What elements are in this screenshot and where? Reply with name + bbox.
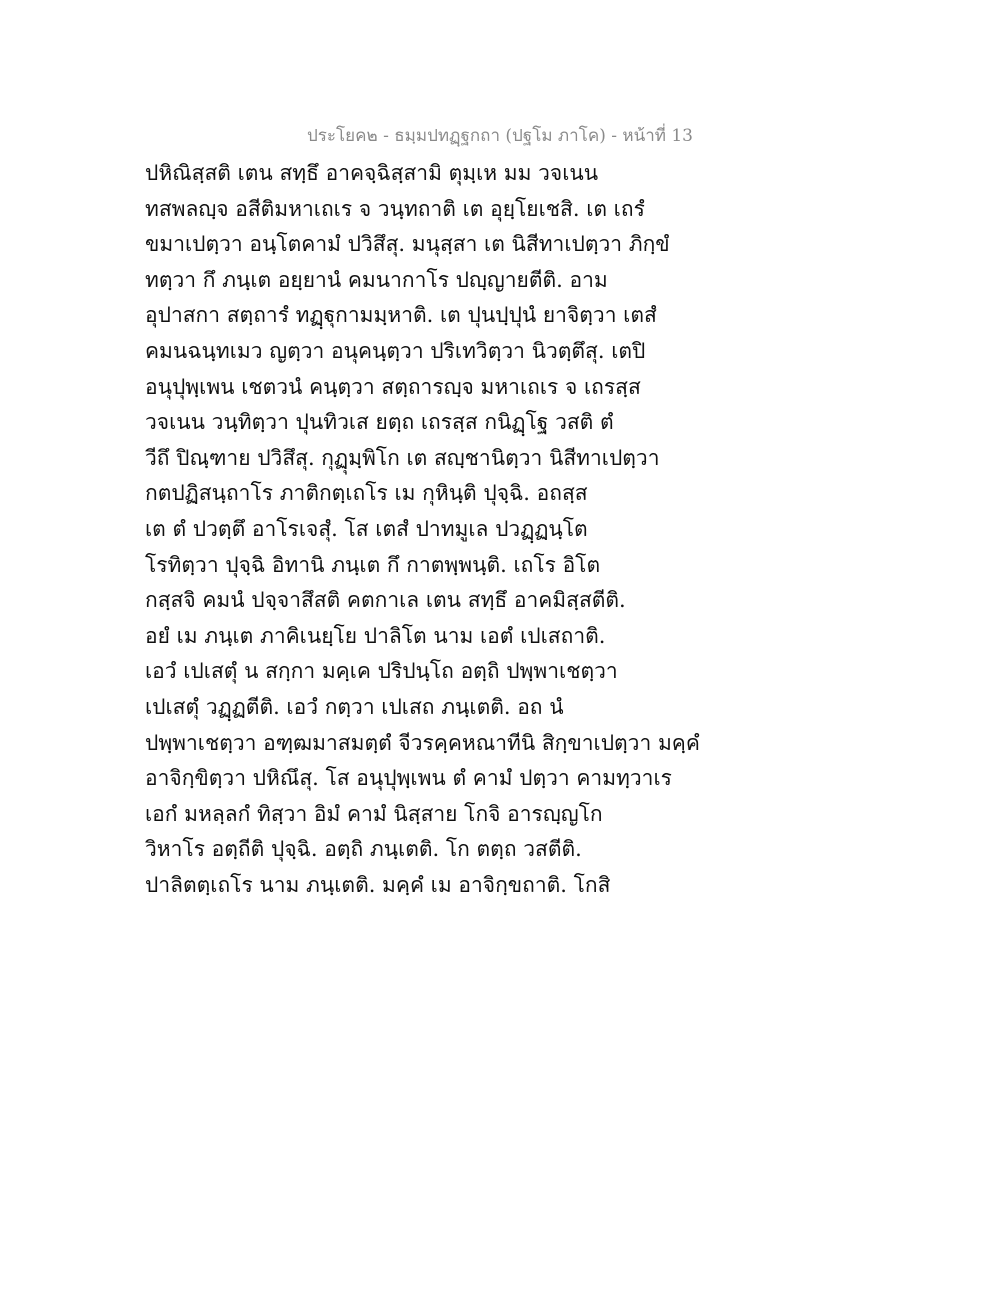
text-line: อุปาสกา สตฺถารํ ทฏฺฐุกามมฺหาติ. เต ปุนปฺปุนํ ยาจิตฺวา เตสํ [145,303,657,328]
text-line: ทตฺวา กึ ภนฺเต อยฺยานํ คมนากาโร ปญฺญายตีติ. อาม [145,267,608,292]
running-header: ประโยค๒ - ธมฺมปทฏฺฐกถา (ปฐโม ภาโค) - หน้าที่ 13 [307,126,693,146]
text-line: เต ตํ ปวตฺตึ อาโรเจสุํ. โส เตสํ ปาทมูเล ปวฏฺฏนฺโต [145,516,588,541]
text-line: วจเนน วนฺทิตฺวา ปุนทิวเส ยตฺถ เถรสฺส กนิฏฺโฐ วสติ ตํ [145,410,614,435]
text-line: อาจิกฺขิตฺวา ปหิณึสุ. โส อนุปุพฺเพน ตํ คามํ ปตฺวา คามทฺวาเร [145,766,672,791]
text-line: ทสพลญฺจ อสีติมหาเถเร จ วนฺทถาติ เต อุยฺโยเชสิ. เต เถรํ [145,196,645,221]
text-line: เปเสตุํ วฏฺฏตีติ. เอวํ กตฺวา เปเสถ ภนฺเตติ. อถ นํ [145,694,564,719]
text-line: กสฺสจิ คมนํ ปจฺจาสึสติ คตกาเล เตน สทฺธึ อาคมิสฺสตีติ. [145,588,626,613]
text-line: ขมาเปตฺวา อนฺโตคามํ ปวิสึสุ. มนุสฺสา เต นิสีทาเปตฺวา ภิกฺขํ [145,232,670,257]
text-line: ปหิณิสฺสติ เตน สทฺธึ อาคจฺฉิสฺสามิ ตุมฺเห มม วจเนน [145,161,599,185]
text-line: ปาลิตตฺเถโร นาม ภนฺเตติ. มคฺคํ เม อาจิกฺขถาติ. โกสิ [145,872,611,897]
text-line: วิหาโร อตฺถีติ ปุจฺฉิ. อตฺถิ ภนฺเตติ. โก ตตฺถ วสตีติ. [145,837,582,862]
text-line: คมนฉนฺทเมว ญตฺวา อนุคนฺตฺวา ปริเทวิตฺวา นิวตฺตึสุ. เตปิ [145,338,646,363]
text-line: โรทิตฺวา ปุจฺฉิ อิทานิ ภนฺเต กึ กาตพฺพนฺติ. เถโร อิโต [145,552,601,577]
text-line: ปพฺพาเชตฺวา อฑฺฒมาสมตฺตํ จีวรคฺคหณาทีนิ สิกฺขาเปตฺวา มคฺคํ [145,730,700,755]
text-line: กตปฏิสนฺถาโร ภาติกตฺเถโร เม กุหินฺติ ปุจฺฉิ. อถสฺส [145,481,588,506]
text-line: เอวํ เปเสตุํ น สกฺกา มคฺเค ปริปนฺโถ อตฺถิ ปพฺพาเชตฺวา [145,659,618,684]
text-line: วีถึ ปิณฺฑาย ปวิสึสุ. กุฏุมฺพิโก เต สญฺชานิตฺวา นิสีทาเปตฺวา [145,445,660,470]
text-line: เอกํ มหลฺลกํ ทิสฺวา อิมํ คามํ นิสฺสาย โกจิ อารญฺญโก [145,801,603,826]
text-line: อยํ เม ภนฺเต ภาคิเนยฺโย ปาลิโต นาม เอตํ เปเสถาติ. [145,623,606,648]
text-line: อนุปุพฺเพน เชตวนํ คนฺตฺวา สตฺถารญฺจ มหาเถเร จ เถรสฺส [145,374,641,399]
body-text [145,156,705,903]
